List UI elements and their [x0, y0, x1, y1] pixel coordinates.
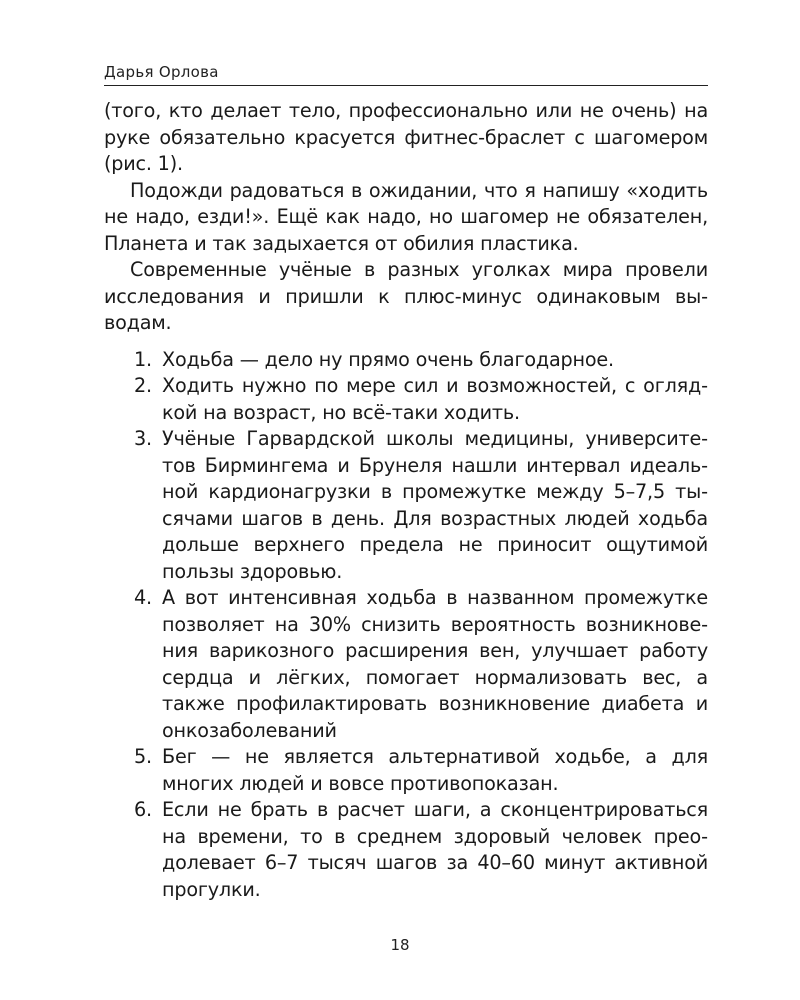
list-item-number: 1. — [134, 347, 152, 371]
paragraph-continuation: (того, кто делает тело, профессионально или не очень) на руке обязательно красуется фитнес-браслет с шагомером (рис. 1). — [104, 99, 708, 175]
list-item — [104, 797, 708, 903]
list-item-text: Ходить нужно по мере сил и возможностей, с оглядкой на возраст, но всё-таки ходить. — [162, 374, 708, 424]
paragraph-research: Современные учёные в разных уголках мира провели исследования и пришли к плюс-минус одинаковым выводам. — [104, 258, 708, 334]
list-item-text: Учёные Гарвардской школы медицины, университетов Бирмингема и Брунеля нашли интервал идеальной кардионагрузки в промежутке между 5–7,5 тысячами шагов в день. Для возрастных людей ходьба дольше верхнего предела не приносит ощутимой пользы здоровью. — [162, 427, 708, 583]
list-item-number: 6. — [134, 798, 152, 821]
list-item-text: Если не брать в расчет шаги, а сконцентрироваться на времени, то в среднем здоровый человек преодолевает 6–7 тысяч шагов за 40–60 минут активной прогулки. — [162, 798, 708, 901]
list-item-number: 3. — [134, 427, 152, 450]
findings-list — [104, 347, 708, 904]
page-header — [104, 62, 708, 86]
page-body — [104, 98, 708, 903]
running-head-author: Дарья Орлова — [104, 63, 219, 81]
list-item-number: 5. — [134, 745, 152, 768]
list-item-number: 2. — [134, 374, 152, 397]
list-item-text: А вот интенсивная ходьба в названном промежутке позволяет на 30% снизить вероятность возникновения варикозного расширения вен, улучшает работу сердца и лёгких, помогает нормализовать вес, а также профилактировать возникновение диабета и онкозаболеваний — [162, 586, 708, 742]
list-item-text: Бег — не является альтернативой ходьбе, а для многих людей и вовсе противопоказан. — [162, 745, 708, 795]
list-item — [104, 744, 708, 797]
list-item — [104, 373, 708, 426]
list-item-text: Ходьба — дело ну прямо очень благодарное. — [162, 347, 614, 371]
list-item — [104, 347, 708, 374]
list-item — [104, 426, 708, 585]
page-number: 18 — [390, 936, 410, 954]
list-item-number: 4. — [134, 586, 152, 609]
paragraph-pedometer: Подожди радоваться в ожидании, что я напишу «ходить не надо, езди!». Ещё как надо, но шагомер не обязателен, Планета и так задыхается от обилия пластика. — [104, 178, 708, 255]
list-item — [104, 585, 708, 744]
